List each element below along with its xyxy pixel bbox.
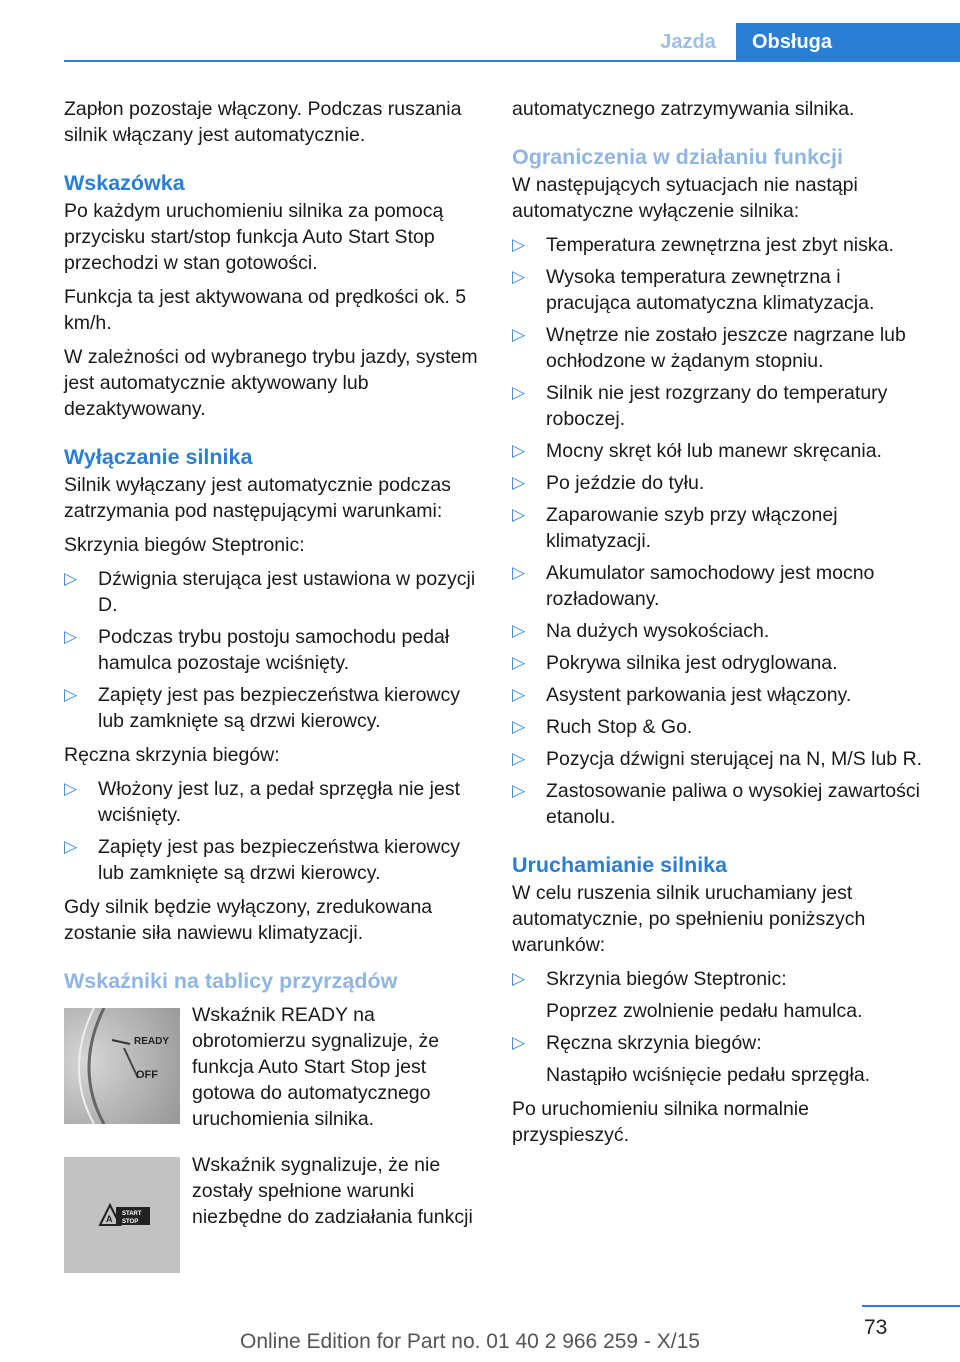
- list-item: ▷ Dźwignia sterująca jest ustawiona w pozycji D.: [64, 568, 476, 616]
- paragraph: Po uruchomieniu silnika normalnie przyspieszyć.: [512, 1098, 809, 1146]
- bullet-triangle-icon: ▷: [512, 1033, 526, 1052]
- page-number: 73: [864, 1316, 888, 1339]
- bullet-triangle-icon: ▷: [512, 749, 526, 768]
- bullet-triangle-icon: ▷: [512, 235, 526, 254]
- list-item: ▷ Wnętrze nie zostało jeszcze nagrzane lub ochłodzone w żądanym stopniu.: [512, 324, 906, 372]
- manual-list: [64, 776, 479, 886]
- stop-label: STOP: [122, 1219, 139, 1225]
- list-item: ▷ Zastosowanie paliwa o wysokiej zawartości etanolu.: [512, 780, 920, 828]
- bullet-triangle-icon: ▷: [512, 563, 526, 582]
- bullet-triangle-icon: ▷: [64, 837, 78, 856]
- manual-label: Ręczna skrzynia biegów:: [64, 744, 280, 766]
- off-label: OFF: [136, 1069, 158, 1081]
- bullet-triangle-icon: ▷: [512, 969, 526, 988]
- page-number-rule: [862, 1305, 960, 1307]
- bullet-triangle-icon: ▷: [512, 685, 526, 704]
- list-item: ▷ Zapięty jest pas bezpieczeństwa kierowcy lub zamknięte są drzwi kierowcy.: [64, 684, 460, 732]
- paragraph: Funkcja ta jest aktywowana od prędkości ok. 5 km/h.: [64, 286, 467, 334]
- list-item: ▷ Mocny skręt kół lub manewr skręcania.: [512, 440, 882, 462]
- paragraph: W następujących sytuacjach nie nastąpi automatyczne wyłączenie silnika:: [512, 174, 858, 222]
- ready-indicator-text: Wskaźnik READY na obrotomierzu sygnalizuje, że funkcja Auto Start Stop jest gotowa do automatycznego uruchomienia silnika.: [192, 1004, 440, 1130]
- tab-jazda[interactable]: Jazda: [660, 31, 716, 53]
- bullet-triangle-icon: ▷: [512, 473, 526, 492]
- bullet-triangle-icon: ▷: [64, 569, 78, 588]
- paragraph: Gdy silnik będzie wyłączony, zredukowana zostanie siła nawiewu klimatyzacji.: [64, 896, 433, 944]
- list-item: ▷ Ruch Stop & Go.: [512, 716, 693, 738]
- footer-edition: Online Edition for Part no. 01 40 2 966 259 - X/15: [240, 1330, 700, 1353]
- steptronic-list: [64, 566, 479, 734]
- list-item: ▷ Po jeździe do tyłu.: [512, 472, 705, 494]
- list-item: ▷ Akumulator samochodowy jest mocno rozładowany.: [512, 562, 875, 610]
- bullet-triangle-icon: ▷: [512, 441, 526, 460]
- list-item: ▷ Podczas trybu postoju samochodu pedał hamulca pozostaje wciśnięty.: [64, 626, 450, 674]
- heading-uruchamianie: Uruchamianie silnika: [512, 853, 728, 877]
- ready-indicator-image: [64, 1008, 180, 1124]
- start-label: START: [122, 1211, 142, 1217]
- list-item: ▷ Zaparowanie szyb przy włączonej klimatyzacji.: [512, 504, 838, 552]
- bullet-triangle-icon: ▷: [512, 383, 526, 402]
- bullet-triangle-icon: ▷: [512, 653, 526, 672]
- paragraph: W zależności od wybranego trybu jazdy, system jest automatycznie aktywowany lub dezaktywowany.: [64, 346, 478, 420]
- bullet-triangle-icon: ▷: [64, 779, 78, 798]
- unavailable-indicator-text: Wskaźnik sygnalizuje, że nie zostały spełnione warunki niezbędne do zadziałania funkcji: [192, 1154, 473, 1228]
- auto-start-stop-icon: [100, 1205, 150, 1225]
- heading-ograniczenia: Ograniczenia w działaniu funkcji: [512, 145, 843, 169]
- bullet-triangle-icon: ▷: [512, 325, 526, 344]
- bullet-triangle-icon: ▷: [512, 781, 526, 800]
- ready-label: READY: [134, 1036, 170, 1047]
- bullet-triangle-icon: ▷: [512, 505, 526, 524]
- svg-text:A: A: [106, 1214, 113, 1224]
- list-item: ▷ Włożony jest luz, a pedał sprzęgła nie jest wciśnięty.: [64, 778, 461, 826]
- left-column: [64, 96, 479, 996]
- bullet-triangle-icon: ▷: [64, 685, 78, 704]
- start-conditions-list: [512, 966, 927, 1088]
- list-item: ▷ Pokrywa silnika jest odryglowana.: [512, 652, 838, 674]
- list-item: ▷ Asystent parkowania jest włączony.: [512, 684, 852, 706]
- heading-wskazowka: Wskazówka: [64, 171, 185, 195]
- list-item: ▷ Zapięty jest pas bezpieczeństwa kierowcy lub zamknięte są drzwi kierowcy.: [64, 836, 460, 884]
- paragraph: Silnik wyłączany jest automatycznie podczas zatrzymania pod następującymi warunkami:: [64, 474, 451, 522]
- paragraph: W celu ruszenia silnik uruchamiany jest automatycznie, po spełnieniu poniższych warunków:: [512, 882, 866, 956]
- heading-wylaczanie: Wyłączanie silnika: [64, 445, 253, 469]
- list-item: ▷ Ręczna skrzynia biegów: Nastąpiło wciśnięcie pedału sprzęgła.: [512, 1032, 871, 1086]
- auto-start-stop-indicator-image: [64, 1157, 180, 1273]
- right-column: [512, 96, 927, 1156]
- list-item: ▷ Na dużych wysokościach.: [512, 620, 770, 642]
- restrictions-list: [512, 232, 927, 830]
- list-item: ▷ Pozycja dźwigni sterującej na N, M/S lub R.: [512, 748, 923, 770]
- bullet-triangle-icon: ▷: [64, 627, 78, 646]
- heading-wskazniki: Wskaźniki na tablicy przyrządów: [64, 969, 398, 993]
- bullet-triangle-icon: ▷: [512, 621, 526, 640]
- paragraph: automatycznego zatrzymywania silnika.: [512, 98, 855, 120]
- list-item: ▷ Silnik nie jest rozgrzany do temperatury roboczej.: [512, 382, 888, 430]
- list-item: ▷ Temperatura zewnętrzna jest zbyt niska.: [512, 234, 894, 256]
- steptronic-label: Skrzynia biegów Steptronic:: [64, 534, 305, 556]
- list-item: ▷ Skrzynia biegów Steptronic: Poprzez zwolnienie pedału hamulca.: [512, 968, 863, 1022]
- bullet-triangle-icon: ▷: [512, 267, 526, 286]
- bullet-triangle-icon: ▷: [512, 717, 526, 736]
- list-item: ▷ Wysoka temperatura zewnętrzna i pracująca automatyczna klimatyzacja.: [512, 266, 875, 314]
- paragraph: Po każdym uruchomieniu silnika za pomocą przycisku start/stop funkcja Auto Start Stop przechodzi w stan gotowości.: [64, 200, 444, 274]
- tab-obsluga[interactable]: Obsługa: [736, 23, 960, 62]
- paragraph: Zapłon pozostaje włączony. Podczas ruszania silnik włączany jest automatycznie.: [64, 98, 462, 146]
